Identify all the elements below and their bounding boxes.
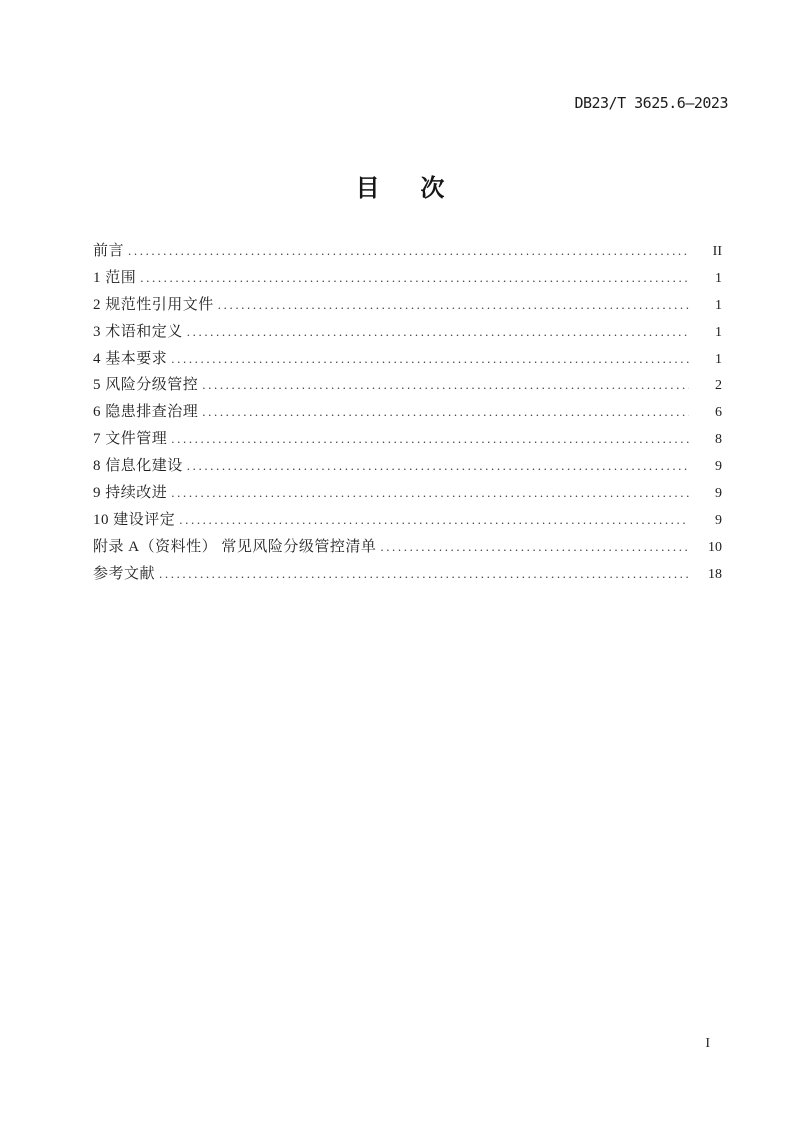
page-title: 目 次 [355,175,445,202]
toc-dot-leader [171,485,689,502]
toc-dot-leader [140,270,689,287]
toc-row-continuous-improvement [93,481,722,508]
toc-row-appendix-a [93,535,722,562]
standard-code: DB23/T 3625.6—2023 [574,94,728,112]
toc-row-references [93,562,722,589]
toc-page-number: 1 [715,351,722,367]
toc-page-number: 6 [715,405,722,421]
footer-page-number: I [705,1036,710,1051]
toc-row-normative-references [93,293,722,320]
toc-row-basic-requirements [93,347,722,374]
toc-entry-label: 2 规范性引用文件 [93,296,214,313]
toc-dot-leader [128,243,689,260]
toc-entry-label: 1 范围 [93,269,137,286]
toc-page-number: 2 [715,378,722,394]
toc-entry-label: 6 隐患排查治理 [93,404,199,421]
toc-dot-leader [202,377,689,394]
toc-row-document-management [93,427,722,454]
toc-row-risk-grading-control [93,373,722,400]
toc-entry-label: 4 基本要求 [93,350,168,367]
toc-entry-label: 前言 [93,243,125,259]
toc-page-number: 1 [715,324,722,340]
toc-row-hidden-danger-investigation [93,400,722,427]
toc-page-number: 10 [708,539,722,555]
toc-dot-leader [171,431,689,448]
toc-entry-label: 3 术语和定义 [93,323,183,340]
toc-row-foreword [93,239,722,266]
toc-entry-label: 参考文献 [93,565,156,582]
toc-dot-leader [159,566,689,583]
toc-dot-leader [187,458,689,475]
toc-row-scope [93,266,722,293]
toc-entry-label: 8 信息化建设 [93,458,183,475]
toc-dot-leader [202,404,689,421]
toc-dot-leader [179,512,689,529]
toc-page-number: 1 [715,270,722,286]
toc-entry-label: 5 风险分级管控 [93,377,199,394]
toc-page-number: II [712,244,722,259]
toc-dot-leader [171,351,689,368]
toc-page-number: 9 [715,459,722,475]
toc-page-number: 18 [708,566,722,582]
toc-dot-leader [380,539,689,556]
toc-page-number: 9 [715,512,722,528]
toc-page-number: 1 [715,297,722,313]
toc-page-number: 8 [715,432,722,448]
toc-list [93,239,722,589]
toc-row-terms-definitions [93,320,722,347]
toc-row-informatization [93,454,722,481]
toc-dot-leader [218,297,689,314]
toc-entry-label: 9 持续改进 [93,485,168,502]
toc-entry-label: 10 建设评定 [93,511,176,528]
toc-entry-label: 7 文件管理 [93,431,168,448]
toc-entry-label: 附录 A（资料性） 常见风险分级管控清单 [93,538,377,555]
toc-dot-leader [187,324,689,341]
toc-page-number: 9 [715,486,722,502]
toc-row-construction-evaluation [93,508,722,535]
